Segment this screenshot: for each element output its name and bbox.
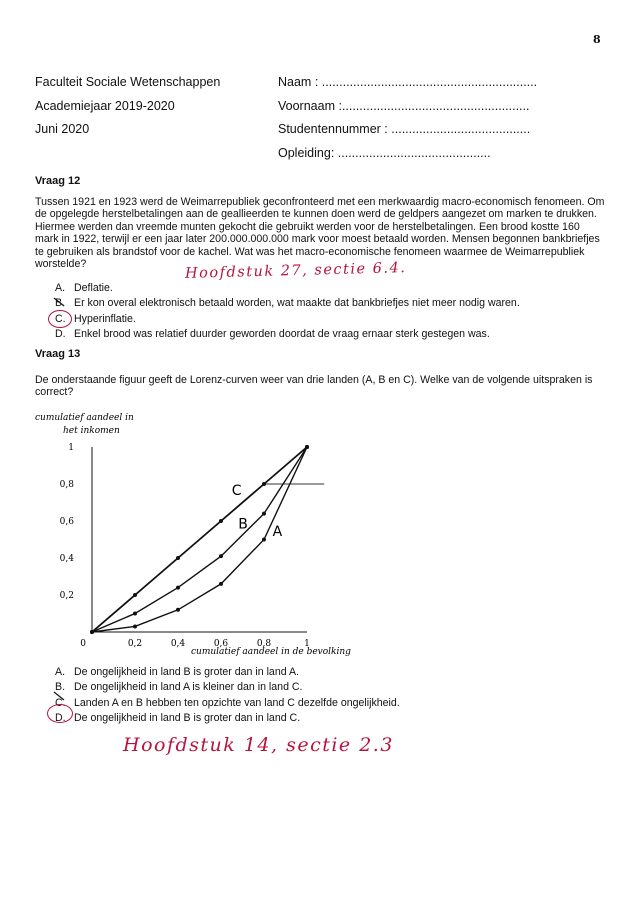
x-tick-label: 0,4 [170, 639, 186, 649]
y-tick-label: 0,2 [59, 591, 74, 601]
data-point-c [219, 519, 223, 523]
y-axis-label-line2: het inkomen [63, 426, 120, 436]
student-fields [278, 71, 537, 165]
y-axis-label-line1: cumulatief aandeel in [35, 413, 134, 423]
option-13-c[interactable]: C. Landen A en B hebben ten opzichte van land C dezelfde ongelijkheid. [55, 696, 400, 709]
data-point-b [133, 612, 137, 616]
option-13-a[interactable]: A. De ongelijkheid in land B is groter dan in land A. [55, 666, 299, 678]
academic-year: Academiejaar 2019-2020 [35, 98, 175, 113]
answer-circle-13 [47, 704, 73, 723]
exam-date: Juni 2020 [35, 122, 90, 136]
program-label: Opleiding: [278, 145, 335, 160]
option-12-a[interactable]: A. Deflatie. [55, 282, 113, 294]
option-13-d[interactable]: D. De ongelijkheid in land B is groter dan in land C. [55, 712, 301, 725]
program-field[interactable] [278, 142, 537, 166]
curve-label-c: C [231, 483, 242, 500]
data-point-b [219, 554, 223, 558]
data-point-a [219, 582, 223, 586]
handwritten-note-13: Hoofdstuk 14, sectie 2.3 [123, 734, 394, 756]
program-blank: ............................................ [337, 145, 491, 160]
option-12-b[interactable]: B. Er kon overal elektronisch betaald worden, wat maakte dat bankbriefjes niet meer nodig waren. [55, 297, 520, 310]
page-number: 8 [593, 33, 601, 46]
x-tick-label: 0,2 [127, 639, 143, 649]
x-tick-label: 1 [304, 639, 310, 649]
question-13-title: Vraag 13 [35, 348, 81, 360]
student-number-label: Studentennummer : [278, 122, 388, 136]
faculty-header [35, 71, 220, 142]
x-tick-label: 0,6 [213, 639, 229, 649]
question-13-text: De onderstaande figuur geeft de Lorenz-curven weer van drie landen (A, B en C). Welke van de volgende uitspraken is correct? [35, 374, 593, 399]
x-axis-label: cumulatief aandeel in de bevolking [191, 647, 351, 657]
name-blank: .............................................................. [321, 75, 538, 89]
answer-circle-12 [48, 310, 72, 328]
lorenz-chart [0, 405, 637, 665]
firstname-field[interactable] [278, 95, 537, 119]
student-number-field[interactable] [278, 118, 537, 142]
x-tick-label: 0 [80, 639, 86, 649]
curve-label-b: B [238, 516, 248, 533]
x-tick-label: 0,8 [256, 639, 272, 649]
handwritten-note-12: Hoofdstuk 27, sectie 6.4. [184, 260, 407, 282]
y-tick-label: 1 [68, 443, 74, 453]
data-point-c [133, 593, 137, 597]
question-12-text: Tussen 1921 en 1923 werd de Weimarrepubliek geconfronteerd met een merkwaardig macro-economisch fenomeen. Om de opgelegde herstelbetalingen aan de geallieerden te kunnen doen werd de geldpers aangezet om marken te drukken. Hiermee werden dan vreemde munten gekocht die gebruikt werden voor de herstelbetalingen. Een brood kostte 160 mark in 1922, terwijl er een jaar later 200.000.000.000 mark voor moest betaald worden. Mensen begonnen bankbriefjes te gebruiken als brandstof voor de kachel. Wat was het macro-economische fenomeen waarmee de Weimarrepubliek worstelde? [35, 196, 605, 271]
data-point-a [176, 608, 180, 612]
data-point-a [133, 624, 137, 628]
y-tick-label: 0,4 [59, 554, 74, 564]
question-13-options [55, 665, 400, 727]
data-point-a [305, 445, 309, 449]
option-13-b[interactable]: B. De ongelijkheid in land A is kleiner dan in land C. [55, 681, 303, 694]
y-tick-label: 0,6 [59, 517, 74, 527]
data-point-a [262, 538, 266, 542]
data-point-b [262, 512, 266, 516]
option-12-d[interactable]: D. Enkel brood was relatief duurder geworden doordat de vraag ernaar sterk gestegen was. [55, 328, 490, 341]
question-12-title: Vraag 12 [35, 175, 81, 187]
question-12-options [55, 281, 520, 343]
data-point-c [262, 482, 266, 486]
data-point-b [176, 586, 180, 590]
answer-strike-12 [52, 295, 66, 309]
firstname-blank: ...................................................... [341, 98, 530, 113]
curve-label-a: A [272, 523, 283, 540]
data-point-c [176, 556, 180, 560]
firstname-label: Voornaam : [278, 98, 342, 113]
faculty-name: Faculteit Sociale Wetenschappen [35, 75, 221, 89]
answer-strike-13 [52, 689, 66, 703]
student-number-blank: ........................................ [391, 122, 531, 136]
data-point-a [90, 630, 94, 634]
name-label: Naam : [278, 75, 319, 89]
y-tick-label: 0,8 [59, 480, 74, 490]
name-field[interactable] [278, 71, 537, 95]
option-12-c[interactable]: C. Hyperinflatie. [55, 312, 136, 325]
